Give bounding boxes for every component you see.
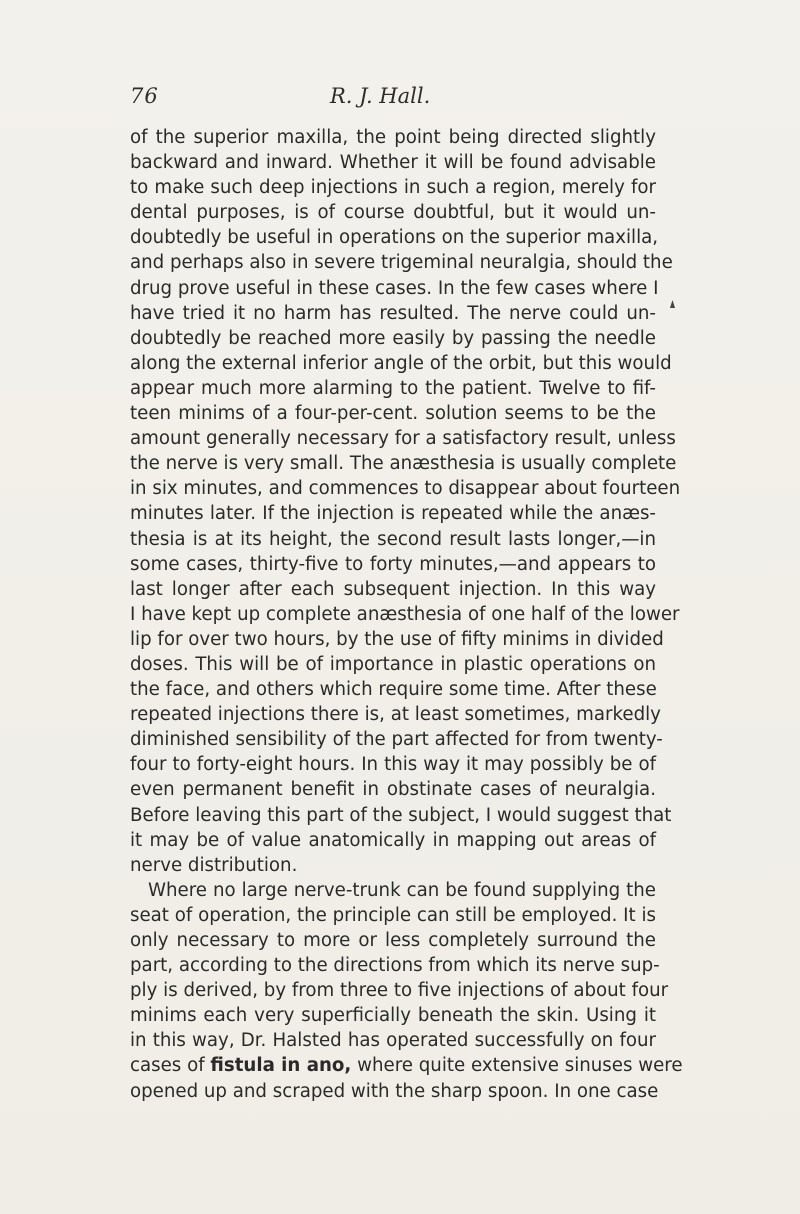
text-line-emphasis [130, 1053, 683, 1078]
text-line: dental purposes, is of course doubtful, but it would un- [130, 202, 656, 224]
text-line: have tried it no harm has resulted. The nerve could un- [130, 302, 656, 324]
text-line: minutes later. If the injection is repeated while the anæs- [130, 503, 656, 525]
text-line: doses. This will be of importance in plastic operations on [130, 653, 656, 675]
text-line: teen minims of a four-per-cent. solution seems to be the [130, 403, 656, 425]
text-line: even permanent benefit in obstinate cases of neuralgia. [130, 779, 656, 801]
text-line: it may be of value anatomically in mapping out areas of [130, 829, 656, 851]
text-line: seat of operation, the principle can still be employed. It is [130, 904, 656, 926]
text-line: and perhaps also in severe trigeminal neuralgia, should the [130, 252, 673, 274]
text-line: lip for over two hours, by the use of fifty minims in divided [130, 628, 664, 650]
text-line: in this way, Dr. Halsted has operated successfully on four [130, 1030, 656, 1052]
paragraph-1 [130, 125, 681, 878]
text-line: some cases, thirty-five to forty minutes,—and appears to [130, 553, 656, 575]
text-run: cases of [130, 1055, 211, 1077]
text-line: nerve distribution. [130, 854, 298, 876]
text-line: Before leaving this part of the subject, I would suggest that [130, 804, 672, 826]
text-line: of the superior maxilla, the point being directed slightly [130, 127, 656, 148]
emphasis-fistula-in-ano: fistula in ano, [210, 1055, 352, 1077]
text-line: in six minutes, and commences to disappear about fourteen [130, 478, 681, 500]
text-line: amount generally necessary for a satisfactory result, unless [130, 428, 676, 450]
text-line: diminished sensibility of the part affected for from twenty- [130, 729, 663, 751]
text-line: along the external inferior angle of the orbit, but this would [130, 352, 672, 374]
print-mark [670, 300, 675, 308]
text-line: only necessary to more or less completely surround the [130, 930, 656, 951]
text-line: part, according to the directions from which its nerve sup- [130, 955, 660, 977]
text-line: last longer after each subsequent injection. In this way [130, 578, 656, 600]
text-line: the nerve is very small. The anæsthesia is usually complete [130, 453, 677, 475]
text-line: I have kept up complete anæsthesia of one half of the lower [130, 603, 680, 625]
text-line: the face, and others which require some time. After these [130, 679, 657, 701]
text-line: repeated injections there is, at least sometimes, markedly [130, 704, 661, 726]
text-line: to make such deep injections in such a region, merely for [130, 177, 656, 199]
text-line: thesia is at its height, the second result lasts longer,—in [130, 528, 656, 550]
page-number: 76 [130, 84, 159, 108]
text-line: drug prove useful in these cases. In the few cases where I [130, 277, 659, 299]
running-title: R. J. Hall. [330, 84, 431, 108]
text-line: four to forty-eight hours. In this way it may possibly be of [130, 754, 656, 776]
text-line: appear much more alarming to the patient. Twelve to fif- [130, 377, 656, 399]
text-line: backward and inward. Whether it will be found advisable [130, 152, 656, 174]
text-line: opened up and scraped with the sharp spoon. In one case [130, 1080, 659, 1102]
running-head [130, 84, 656, 114]
text-line: Where no large nerve-trunk can be found supplying the [148, 879, 656, 901]
text-line: ply is derived, by from three to five injections of about four [130, 980, 669, 1002]
paragraph-2 [130, 878, 683, 1104]
body-text [130, 125, 683, 1104]
text-line: minims each very superficially beneath the skin. Using it [130, 1005, 656, 1027]
text-run: where quite extensive sinuses were [351, 1055, 683, 1077]
text-line: doubtedly be useful in operations on the superior maxilla, [130, 227, 659, 249]
text-line: doubtedly be reached more easily by passing the needle [130, 327, 656, 349]
